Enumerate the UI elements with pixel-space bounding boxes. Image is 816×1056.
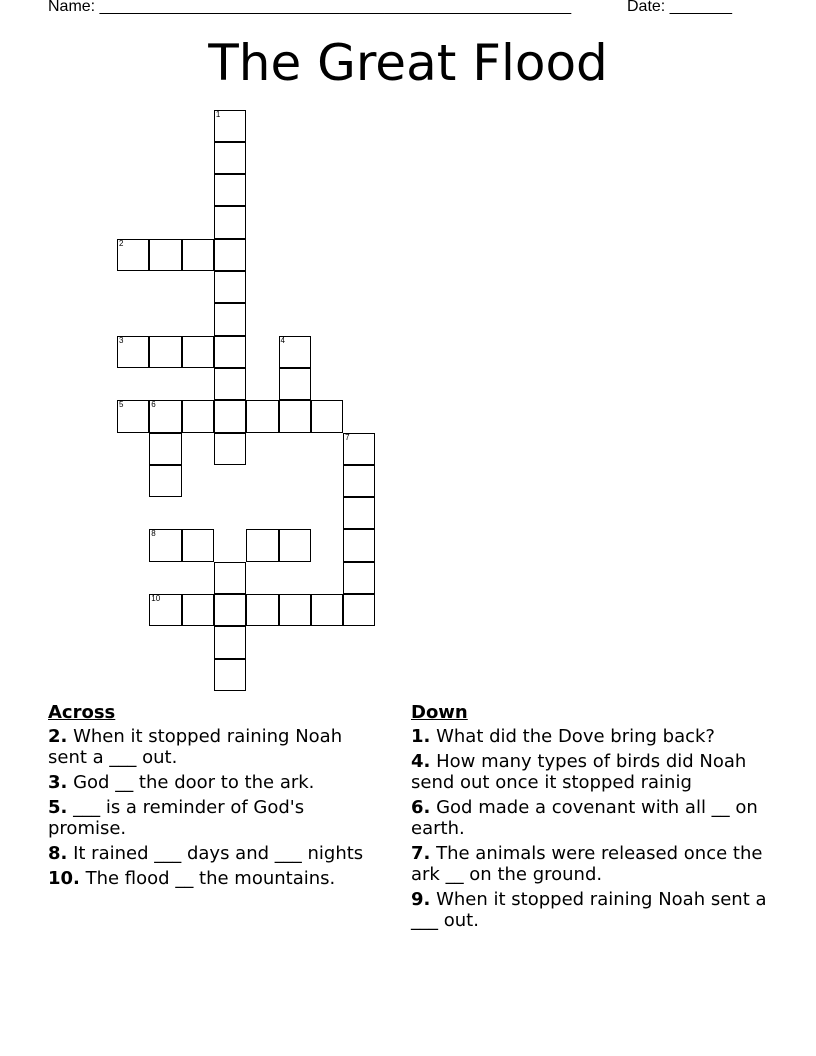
- crossword-cell[interactable]: [343, 594, 375, 626]
- down-clue: [411, 889, 776, 931]
- crossword-cell[interactable]: [279, 400, 311, 432]
- crossword-cell[interactable]: [279, 368, 311, 400]
- crossword-cell[interactable]: [343, 529, 375, 561]
- crossword-cell[interactable]: [279, 336, 311, 368]
- clue-number: 5.: [48, 797, 68, 818]
- name-field-label: Name: _____________________________________________________: [48, 0, 572, 15]
- across-clue: [48, 726, 373, 768]
- crossword-cell[interactable]: [214, 400, 246, 432]
- crossword-cell[interactable]: [343, 433, 375, 465]
- crossword-cell[interactable]: [214, 626, 246, 658]
- clue-number-label: 5: [119, 400, 124, 410]
- clue-number: 8.: [48, 843, 68, 864]
- page-title: The Great Flood: [208, 34, 608, 92]
- clue-number: 2.: [48, 726, 68, 747]
- clue-number: 3.: [48, 772, 68, 793]
- crossword-cell[interactable]: [311, 594, 343, 626]
- down-clue: [411, 797, 776, 839]
- clue-text: The animals were released once the ark __ on the ground.: [411, 843, 763, 885]
- across-clue: [48, 868, 373, 889]
- clue-text: How many types of birds did Noah send out once it stopped rainig: [411, 751, 747, 793]
- clue-text: It rained ___ days and ___ nights: [67, 843, 364, 864]
- crossword-cell[interactable]: [149, 336, 181, 368]
- across-clue: [48, 797, 373, 839]
- crossword-cell[interactable]: [182, 594, 214, 626]
- crossword-cell[interactable]: [214, 368, 246, 400]
- clue-number-label: 7: [345, 432, 350, 442]
- clue-number-label: 8: [151, 529, 156, 539]
- clue-number-label: 6: [151, 400, 156, 410]
- crossword-cell[interactable]: [214, 206, 246, 238]
- down-clues: [411, 702, 776, 935]
- crossword-cell[interactable]: [149, 400, 181, 432]
- crossword-cell[interactable]: [214, 336, 246, 368]
- down-clue: [411, 726, 776, 747]
- down-clue: [411, 751, 776, 793]
- clue-text: What did the Dove bring back?: [430, 726, 715, 747]
- down-clue: [411, 843, 776, 885]
- across-clue: [48, 772, 373, 793]
- crossword-cell[interactable]: [214, 303, 246, 335]
- across-clues: [48, 702, 373, 893]
- clue-text: God __ the door to the ark.: [67, 772, 315, 793]
- clue-number-label: 3: [119, 335, 124, 345]
- clue-number-label: 10: [151, 594, 161, 603]
- crossword-cell[interactable]: [182, 336, 214, 368]
- clue-number: 7.: [411, 843, 431, 864]
- crossword-cell[interactable]: [279, 594, 311, 626]
- clue-number: 9.: [411, 889, 431, 910]
- crossword-cell[interactable]: [149, 594, 181, 626]
- clue-number-label: 4: [280, 335, 285, 345]
- crossword-cell[interactable]: [214, 110, 246, 142]
- crossword-cell[interactable]: [117, 239, 149, 271]
- clue-text: When it stopped raining Noah sent a ___ out.: [48, 726, 343, 768]
- crossword-cell[interactable]: [246, 400, 278, 432]
- crossword-cell[interactable]: [343, 465, 375, 497]
- clue-number: 4.: [411, 751, 431, 772]
- crossword-cell[interactable]: [214, 659, 246, 691]
- crossword-cell[interactable]: [182, 239, 214, 271]
- clue-text: When it stopped raining Noah sent a ___ out.: [411, 889, 767, 931]
- crossword-cell[interactable]: [117, 400, 149, 432]
- crossword-cell[interactable]: [214, 271, 246, 303]
- clue-number-label: 2: [119, 238, 124, 248]
- crossword-cell[interactable]: [214, 433, 246, 465]
- crossword-cell[interactable]: [149, 433, 181, 465]
- down-heading: Down: [411, 702, 468, 723]
- crossword-cell[interactable]: [214, 239, 246, 271]
- date-field-label: Date: _______: [627, 0, 732, 15]
- crossword-cell[interactable]: [246, 594, 278, 626]
- crossword-cell[interactable]: [182, 529, 214, 561]
- clue-text: ___ is a reminder of God's promise.: [48, 797, 305, 839]
- crossword-cell[interactable]: [214, 594, 246, 626]
- crossword-cell[interactable]: [149, 239, 181, 271]
- clue-text: God made a covenant with all __ on earth.: [411, 797, 758, 839]
- crossword-cell[interactable]: [149, 465, 181, 497]
- across-clue: [48, 843, 373, 864]
- clue-number: 10.: [48, 868, 80, 889]
- clue-number-label: 1: [215, 109, 221, 119]
- crossword-cell[interactable]: [343, 497, 375, 529]
- crossword-cell[interactable]: [343, 562, 375, 594]
- crossword-cell[interactable]: [149, 529, 181, 561]
- crossword-cell[interactable]: [117, 336, 149, 368]
- clue-text: The flood __ the mountains.: [79, 868, 336, 889]
- crossword-cell[interactable]: [214, 174, 246, 206]
- crossword-cell[interactable]: [182, 400, 214, 432]
- clue-number: 6.: [411, 797, 431, 818]
- crossword-cell[interactable]: [246, 529, 278, 561]
- across-heading: Across: [48, 702, 116, 723]
- crossword-cell[interactable]: [311, 400, 343, 432]
- crossword-cell[interactable]: [214, 562, 246, 594]
- crossword-cell[interactable]: [279, 529, 311, 561]
- crossword-cell[interactable]: [214, 142, 246, 174]
- clue-number: 1.: [411, 726, 431, 747]
